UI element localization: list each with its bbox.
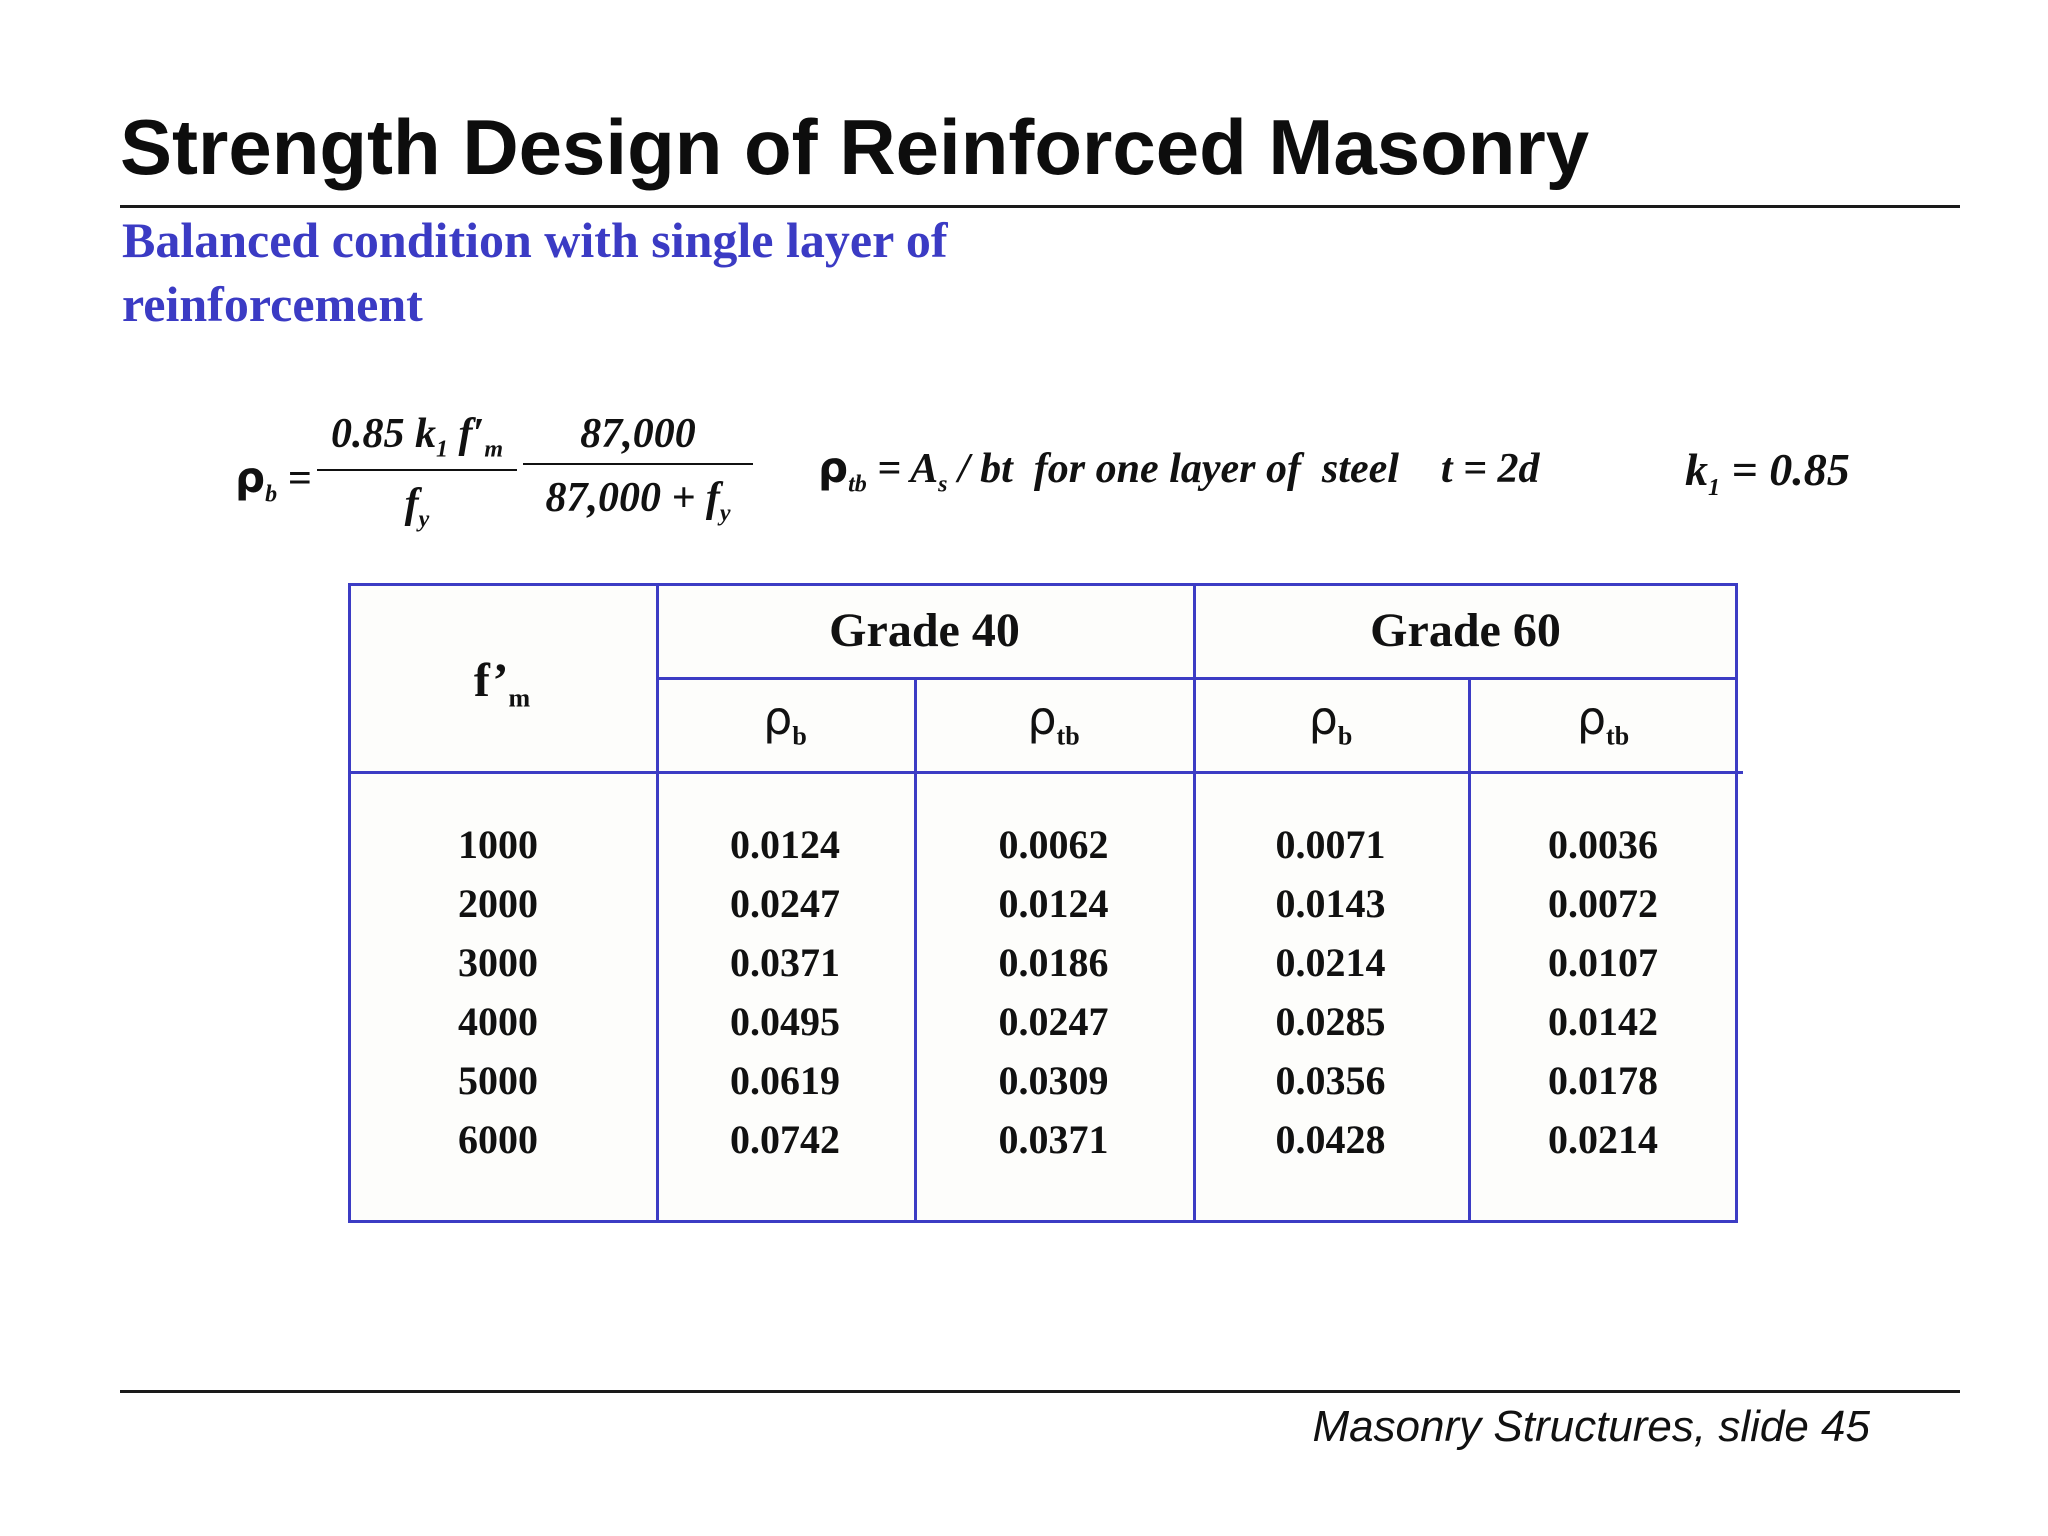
column-grade60-rho-b [1193,815,1468,1169]
table-cell: 0.0742 [730,1117,840,1162]
table-cell: 0.0036 [1548,822,1658,867]
subheader-grade40-rho-b: $\rho_b$ [763,691,807,751]
table-cell: 0.0285 [1275,999,1386,1044]
table-cell: 0.0072 [1548,881,1658,926]
table-cell: 5000 [458,1058,538,1103]
table-cell: 0.0371 [730,940,840,985]
table-cell: 0.0356 [1275,1058,1386,1103]
table-cell: 0.0309 [998,1058,1109,1103]
rho-b-fraction-1: $\frac{0.85 k_1 f'_m}{f_y}$ [317,413,517,532]
table-cell: 0.0214 [1548,1117,1658,1162]
table-cell: 0.0371 [998,1117,1109,1162]
table-cell: 0.0495 [730,999,840,1044]
slide-footer: Masonry Structures, slide 45 [1312,1402,1870,1451]
table-group-divider [656,677,1738,680]
table-cell: 0.0071 [1275,822,1386,867]
table-border-bottom [348,1220,1738,1223]
table-cell: 0.0142 [1548,999,1658,1044]
slide-title: Strength Design of Reinforced Masonry [120,103,1590,191]
fm-column-header: $f’_m$ [473,654,531,713]
column-grade40-rho-b [656,815,914,1169]
table-cell: 6000 [458,1117,538,1162]
rho-tb-formula: $\rho_{tb} = A_s$ / bt for one layer of steel t = 2d [818,443,1540,498]
table-cell: 0.0107 [1548,940,1658,985]
table-cell: 1000 [458,822,538,867]
table-cell: 2000 [458,881,538,926]
balanced-ratio-table [348,583,1738,1223]
table-cell: 0.0428 [1275,1117,1386,1162]
table-border-top [348,583,1738,586]
column-fm-values [418,815,578,1169]
group-header-grade-40: Grade 40 [829,604,1020,657]
table-cell: 0.0214 [1275,940,1386,985]
table-cell: 0.0247 [998,999,1109,1044]
table-cell: 0.0619 [730,1058,840,1103]
table-cell: 0.0062 [998,822,1109,867]
table-cell: 4000 [458,999,538,1044]
table-cell: 0.0124 [998,881,1109,926]
table-cell: 0.0247 [730,881,840,926]
rho-b-lhs: $\rho_b$ = [235,453,312,508]
rho-b-fraction-2: $\frac{87,000}{87,000 + f_y}$ [523,413,753,525]
subheader-grade40-rho-tb: $\rho_{tb}$ [1027,691,1080,751]
footer-divider [120,1390,1960,1393]
subheader-grade60-rho-tb: $\rho_{tb}$ [1576,691,1630,751]
k1-formula: $k_1 = 0.85$ [1685,444,1850,502]
table-cell: 0.0186 [998,940,1109,985]
group-header-grade-60: Grade 60 [1370,604,1561,657]
table-cell: 0.0178 [1548,1058,1658,1103]
column-grade40-rho-tb [914,815,1193,1169]
table-cell: 3000 [458,940,538,985]
slide-subtitle: Balanced condition with single layer of reinforcement [122,212,948,332]
rho-b-formula [235,413,755,543]
table-header-divider [348,771,1743,774]
column-grade60-rho-tb [1468,815,1738,1169]
subheader-grade60-rho-b: $\rho_b$ [1308,691,1353,751]
table-cell: 0.0124 [730,822,840,867]
table-cell: 0.0143 [1275,881,1386,926]
